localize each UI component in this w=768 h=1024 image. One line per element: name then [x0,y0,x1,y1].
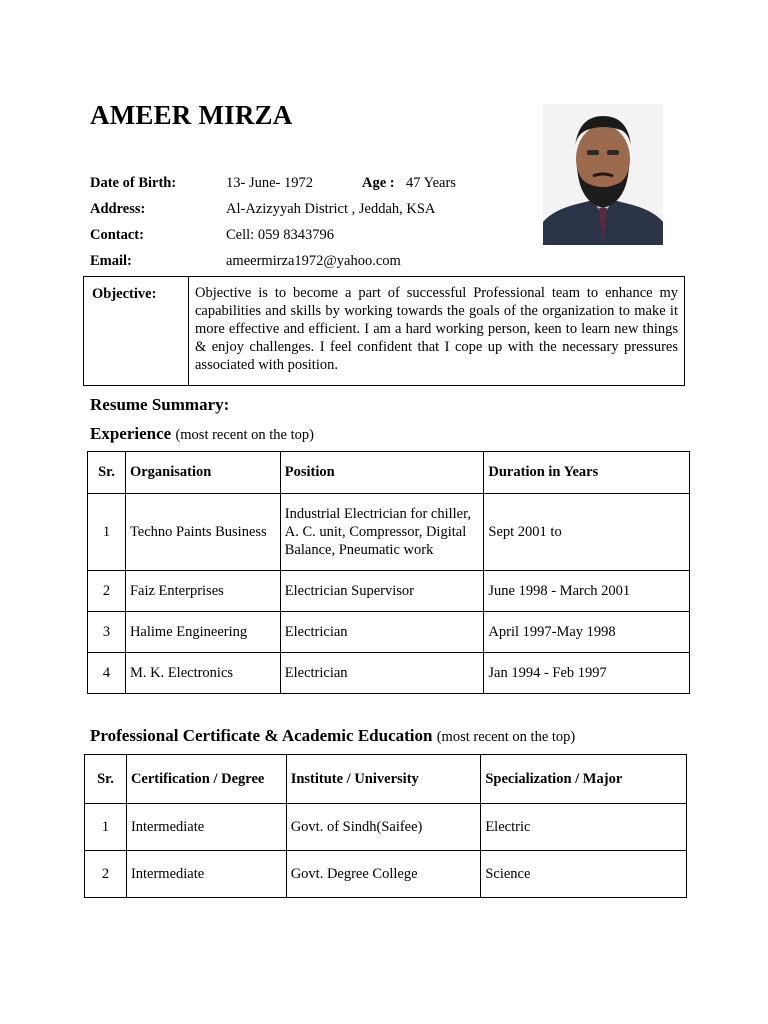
table-row [88,571,690,612]
header-cell: Sr. [85,755,127,804]
table-cell: 3 [88,612,126,653]
header-cell: Sr. [88,452,126,494]
contact-value: Cell: 059 8343796 [226,227,334,243]
education-note: (most recent on the top) [436,729,576,745]
dob-label: Date of Birth: [90,175,177,191]
table-cell: Intermediate [126,804,286,851]
table-cell: 1 [85,804,127,851]
objective-section [83,276,685,386]
header-cell: Institute / University [286,755,481,804]
table-cell: Electrician Supervisor [280,571,484,612]
candidate-name: AMEER MIRZA [90,100,293,130]
age-label: Age : [362,175,395,191]
header-cell: Certification / Degree [126,755,286,804]
dob-value: 13- June- 1972 [226,175,313,191]
header-cell: Organisation [125,452,280,494]
age-value: 47 Years [406,175,456,191]
table-cell: Electrician [280,653,484,694]
table-cell: Techno Paints Business [125,494,280,571]
table-cell: Intermediate [126,851,286,898]
experience-note: (most recent on the top) [175,427,314,443]
table-row [85,804,687,851]
experience-heading [90,424,314,444]
table-row [85,851,687,898]
table-cell: Science [481,851,687,898]
table-header-row [88,452,690,494]
table-cell: Halime Engineering [125,612,280,653]
education-table [84,754,687,898]
table-cell: M. K. Electronics [125,653,280,694]
experience-title: Experience [90,424,172,443]
header-cell: Duration in Years [484,452,690,494]
table-row [88,494,690,571]
table-cell: 2 [88,571,126,612]
table-cell: 4 [88,653,126,694]
profile-photo [543,104,663,245]
table-row [88,612,690,653]
address-value: Al-Azizyyah District , Jeddah, KSA [226,201,436,217]
email-label: Email: [90,253,132,269]
table-header-row [85,755,687,804]
table-cell: Jan 1994 - Feb 1997 [484,653,690,694]
table-cell: April 1997-May 1998 [484,612,690,653]
table-cell: 1 [88,494,126,571]
table-cell: Govt. Degree College [286,851,481,898]
objective-text: Objective is to become a part of successful Professional team to enhance my capabilities and skills by working towards the goals of the organization to make it more effective and efficient. I am a hard working person, keen to learn new things & enjoy challenges. I feel confident that I cope up with the necessary pressures associated with position. [195,285,678,373]
education-heading [90,726,575,746]
table-cell: Electric [481,804,687,851]
contact-label: Contact: [90,227,144,243]
table-cell: Sept 2001 to [484,494,690,571]
table-cell: June 1998 - March 2001 [484,571,690,612]
objective-divider [188,277,189,385]
table-row [88,653,690,694]
objective-label: Objective: [92,286,157,302]
header-cell: Specialization / Major [481,755,687,804]
address-label: Address: [90,201,146,217]
resume-summary-title: Resume Summary: [90,395,230,414]
email-value: ameermirza1972@yahoo.com [226,253,401,269]
experience-table [87,451,690,694]
table-cell: Industrial Electrician for chiller, A. C. unit, Compressor, Digital Balance, Pneumatic work [280,494,484,571]
table-cell: Govt. of Sindh(Saifee) [286,804,481,851]
table-cell: 2 [85,851,127,898]
table-cell: Faiz Enterprises [125,571,280,612]
table-cell: Electrician [280,612,484,653]
header-cell: Position [280,452,484,494]
education-title: Professional Certificate & Academic Education [90,726,433,745]
